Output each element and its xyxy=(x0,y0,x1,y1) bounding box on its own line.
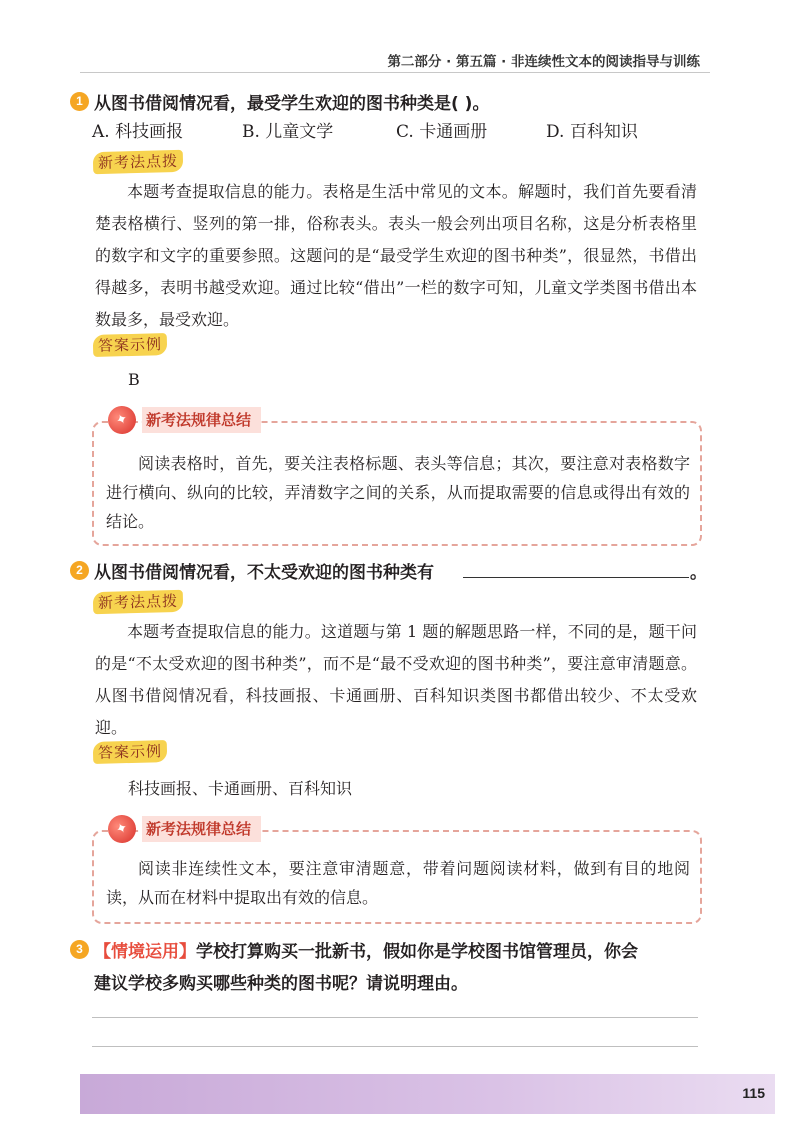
option-b[interactable]: B. 儿童文学 xyxy=(242,122,334,142)
answer-text: 科技画报、卡通画册、百科知识 xyxy=(128,779,353,798)
question-1-options xyxy=(92,117,692,141)
writing-line[interactable] xyxy=(92,1017,698,1018)
question-2-number: 2 xyxy=(70,561,89,580)
pushpin-icon: ✦ xyxy=(103,401,140,438)
question-1-text: 从图书借阅情况看，最受学生欢迎的图书种类是( )。 xyxy=(94,94,490,114)
tip-paragraph: 本题考查提取信息的能力。表格是生活中常见的文本。解题时，我们首先要看清楚表格横行、竖列的第一排，俗称表头。表头一般会列出项目名称，这是分析表格里的数字和文字的重要参照。这题问的是“最受学生欢迎的图书种类”，很显然，书借出得越多，表明书越受欢迎。通过比较“借出”一栏的数字可知，儿童文学类图书借出本数最多，最受欢迎。 xyxy=(95,182,697,329)
option-d[interactable]: D. 百科知识 xyxy=(546,122,638,142)
summary-box xyxy=(92,421,702,546)
answer-label: 答案示例 xyxy=(93,740,168,764)
question-3-line-2: 建议学校多购买哪些种类的图书呢？请说明理由。 xyxy=(94,974,468,994)
footer-band xyxy=(80,1074,775,1114)
tip-label: 新考法点拨 xyxy=(93,150,184,174)
summary-box xyxy=(92,830,702,924)
summary-title: 新考法规律总结 xyxy=(142,407,261,433)
tip-paragraph: 本题考查提取信息的能力。这道题与第 1 题的解题思路一样，不同的是，题干问的是“不太受欢迎的图书种类”，而不是“最不受欢迎的图书种类”，要注意审清题意。从图书借阅情况看，科技画报、卡通画册、百科知识类图书都借出较少、不太受欢迎。 xyxy=(95,622,697,737)
header-rule xyxy=(80,72,710,73)
context-tag: 【情境运用】 xyxy=(94,942,196,962)
option-c[interactable]: C. 卡通画册 xyxy=(396,122,488,142)
option-a[interactable]: A. 科技画报 xyxy=(92,122,184,142)
summary-title: 新考法规律总结 xyxy=(142,816,261,842)
page-number: 115 xyxy=(742,1085,765,1101)
answer-blank-line[interactable] xyxy=(463,577,689,578)
question-2-text: 从图书借阅情况看，不太受欢迎的图书种类有 xyxy=(94,563,434,583)
page-header: 第二部分 · 第五篇 · 非连续性文本的阅读指导与训练 xyxy=(387,54,700,70)
question-2-end: 。 xyxy=(690,563,707,583)
answer-label: 答案示例 xyxy=(93,333,168,357)
summary-text: 阅读表格时，首先，要关注表格标题、表头等信息；其次，要注意对表格数字进行横向、纵向的比较，弄清数字之间的关系，从而提取需要的信息或得出有效的结论。 xyxy=(106,454,690,531)
summary-title-tag xyxy=(108,406,261,434)
question-3-text-1: 学校打算购买一批新书，假如你是学校图书馆管理员，你会 xyxy=(196,942,638,962)
pushpin-icon: ✦ xyxy=(103,810,140,847)
answer-text: B xyxy=(128,370,140,389)
summary-title-tag xyxy=(108,815,261,843)
summary-text: 阅读非连续性文本，要注意审清题意，带着问题阅读材料，做到有目的地阅读，从而在材料中提取出有效的信息。 xyxy=(106,859,690,907)
tip-label: 新考法点拨 xyxy=(93,590,184,614)
question-3-number: 3 xyxy=(70,940,89,959)
question-3-line-1 xyxy=(94,937,638,962)
writing-line[interactable] xyxy=(92,1046,698,1047)
question-1-number: 1 xyxy=(70,92,89,111)
